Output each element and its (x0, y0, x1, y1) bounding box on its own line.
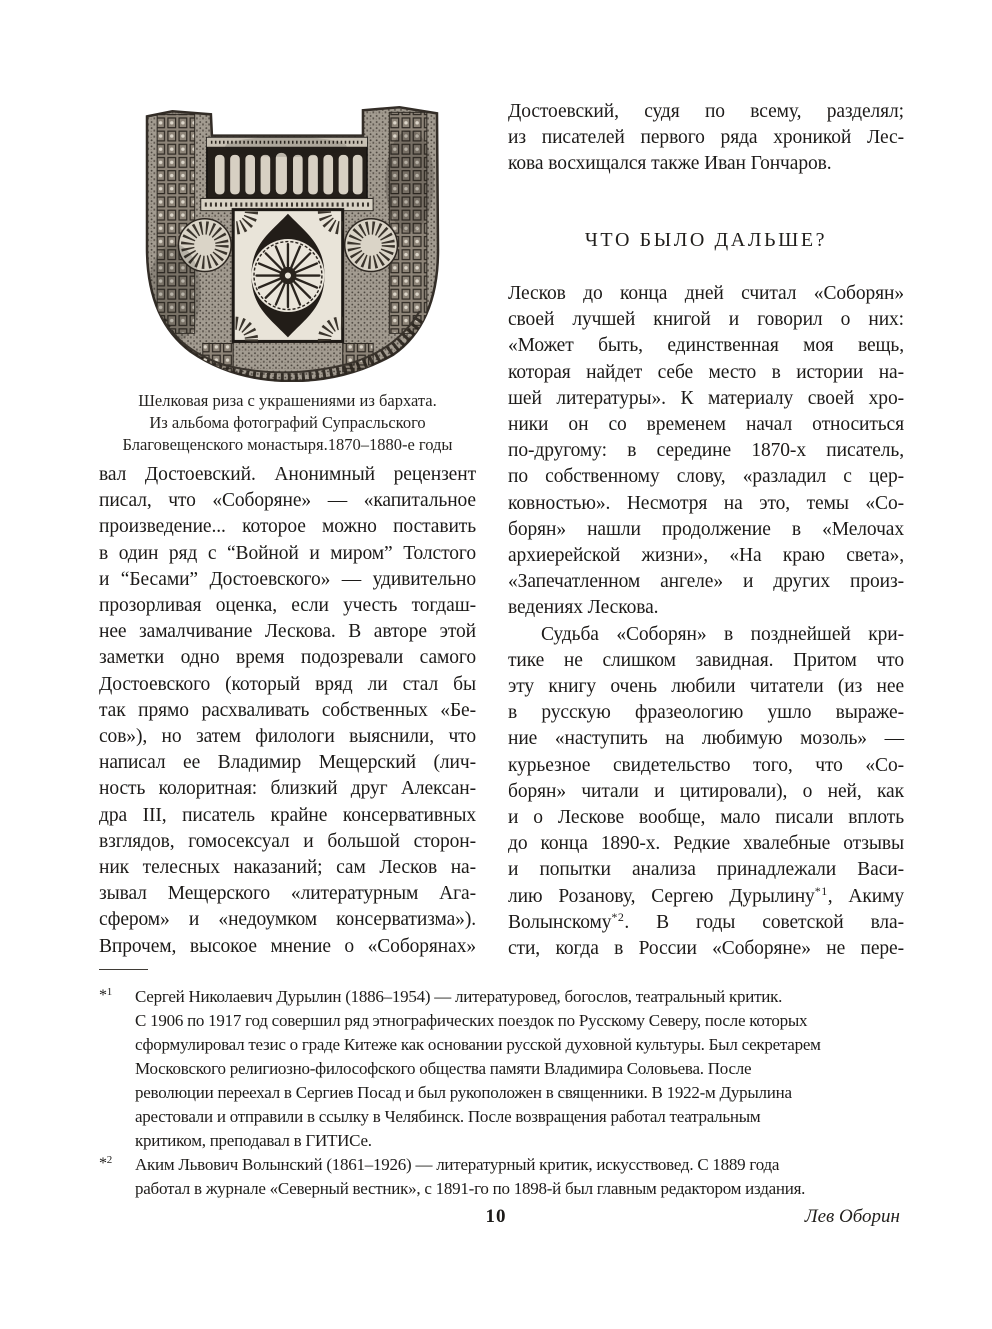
left-column-text (99, 462, 476, 960)
text-line: по собственному слову, «разладил с цер- (508, 466, 904, 488)
text-line: Впрочем, высокое мнение о «Соборянах» (99, 935, 476, 957)
text-line: Достоевского (который вряд ли стал бы (99, 673, 476, 695)
footnote-text (135, 985, 889, 1153)
page-number: 10 (485, 1206, 507, 1227)
text-line: сформулировал тезис о граде Китеже как основании русской духовной культуры. Был секретарем (135, 1035, 821, 1054)
text-line: Из альбома фотографий Супрасльского (149, 413, 426, 432)
text-line: которая найдет себе место в истории на- (508, 361, 904, 383)
footnote-divider (99, 969, 148, 970)
text-line: ние «наступить на любимую мозоль» — (508, 728, 904, 750)
text-line: зывал Мещерского «литературным Ага- (99, 883, 476, 905)
text-line: взглядов, гомосексуал и большой сторон- (99, 830, 476, 852)
footnote-item (99, 985, 889, 1153)
text-line: написал ее Владимир Мещерский (лич- (99, 752, 476, 774)
riza-engraving (142, 90, 442, 382)
text-line: в один ряд с “Войной и миром” Толстого (99, 542, 476, 564)
text-line: и попытки анализа принадлежали Васи- (508, 859, 904, 881)
text-line: заметки одно время подозревали самого (99, 647, 476, 669)
text-line: Достоевский, судя по всему, разделял; (508, 101, 904, 122)
text-line: кова восхищался также Иван Гончаров. (508, 153, 832, 175)
text-line: борян» читали и цитировали), о ней, как (508, 780, 904, 802)
text-line: Лесков до конца дней считал «Соборян» (508, 283, 904, 304)
text-line: арестовали и отправили в ссылку в Челябинск. После возвращения работал театральным (135, 1107, 761, 1126)
right-column-intro (508, 99, 904, 178)
text-line: курьезное свидетельство того, что «Со- (508, 754, 904, 776)
text-line: работал в журнале «Северный вестник», с 1891-го по 1898-й был главным редактором издания. (135, 1179, 806, 1198)
text-line: и о Лескове вообще, мало писали вплоть (508, 807, 904, 829)
text-line: «Запечатленном ангеле» и других произ- (508, 571, 904, 593)
text-line: лию Розанову, Сергею Дурылину$^{*1}$, Акиму (508, 883, 904, 907)
text-line: в русскую фразеологию ушло выраже- (508, 702, 904, 724)
text-line: Шелковая риза с украшениями из бархата. (138, 391, 437, 410)
text-line: вал Достоевский. Анонимный рецензент (99, 464, 476, 485)
text-line: так прямо расхваливать собственных «Бе- (99, 699, 476, 721)
text-line: писал, что «Соборяне» — «капитальное (99, 490, 476, 512)
text-line: Московского религиозно-философского общества памяти Владимира Соловьева. После (135, 1059, 752, 1078)
text-line: ник телесных наказаний; сам Лесков на- (99, 857, 476, 879)
text-line: из писателей первого ряда хроникой Лес- (508, 127, 904, 149)
text-line: по-другому: в середине 1870-х писатель, (508, 440, 904, 462)
text-line: Волынскому$^{*2}$. В годы советской вла- (508, 909, 904, 933)
footnote-marker: *$^1$ (99, 986, 112, 1004)
footnote-text (135, 1153, 889, 1201)
right-column-main (508, 281, 904, 962)
text-line: сти, когда в России «Соборяне» не пере- (508, 938, 904, 960)
text-line: Аким Львович Волынский (1861–1926) — литературный критик, искусствовед. С 1889 года (135, 1155, 780, 1174)
text-line: критиком, преподавал в ГИТИСе. (135, 1131, 372, 1150)
text-line: ность колоритная: близкий друг Алексан- (99, 778, 476, 800)
text-line: нее замалчивание Лескова. В авторе этой (99, 621, 476, 643)
text-line: Благовещенского монастыря.1870–1880-е годы (122, 435, 453, 454)
text-line: до конца 1890-х. Редкие хвалебные отзывы (508, 833, 904, 855)
author-name: Лев Оборин (804, 1206, 900, 1227)
footnote-marker: *$^2$ (99, 1154, 112, 1172)
text-line: своей лучшей книгой и говорил о них: (508, 309, 904, 331)
text-line: сфером» и «недоумком консерватизма»). (99, 909, 476, 931)
text-line: шей литературы». К материалу своей хро- (508, 387, 904, 409)
text-line: дра III, писатель крайне консервативных (99, 804, 476, 826)
image-caption (99, 390, 476, 456)
right-paragraph-2 (508, 622, 904, 963)
footnote-item (99, 1153, 889, 1201)
text-line: ники он со временем начал относиться (508, 414, 904, 436)
text-line: «Может быть, единственная моя вещь, (508, 335, 904, 357)
text-line: сов»), но затем филологи выяснили, что (99, 726, 476, 748)
section-heading: ЧТО БЫЛО ДАЛЬШЕ? (584, 229, 828, 251)
text-line: произведение... которое можно поставить (99, 516, 476, 538)
text-line: С 1906 по 1917 год совершил ряд этнографических поездок по Русскому Северу, после которых (135, 1011, 808, 1030)
text-line: Сергей Николаевич Дурылин (1886–1954) — литературовед, богослов, театральный критик. (135, 987, 783, 1006)
footnotes (99, 985, 889, 1201)
text-line: ковностью». Несмотря на это, темы «Со- (508, 492, 904, 514)
text-line: тике не слишком завидная. Притом что (508, 649, 904, 671)
text-line: прозорливая оценка, если учесть тогдаш- (99, 595, 476, 617)
text-line: архиерейской жизни», «На краю света», (508, 545, 904, 567)
text-line: революции переехал в Сергиев Посад и был рукоположен в священники. В 1922-м Дурылина (135, 1083, 792, 1102)
text-line: ведениях Лескова. (508, 597, 659, 619)
text-line: и “Бесами” Достоевского» — удивительно (99, 568, 476, 590)
right-paragraph-1 (508, 281, 904, 622)
text-line: Судьба «Соборян» в позднейшей кри- (541, 623, 904, 645)
text-line: борян» нашли продолжение в «Мелочах (508, 518, 904, 540)
text-line: эту книгу очень любили читатели (из нее (508, 676, 904, 698)
